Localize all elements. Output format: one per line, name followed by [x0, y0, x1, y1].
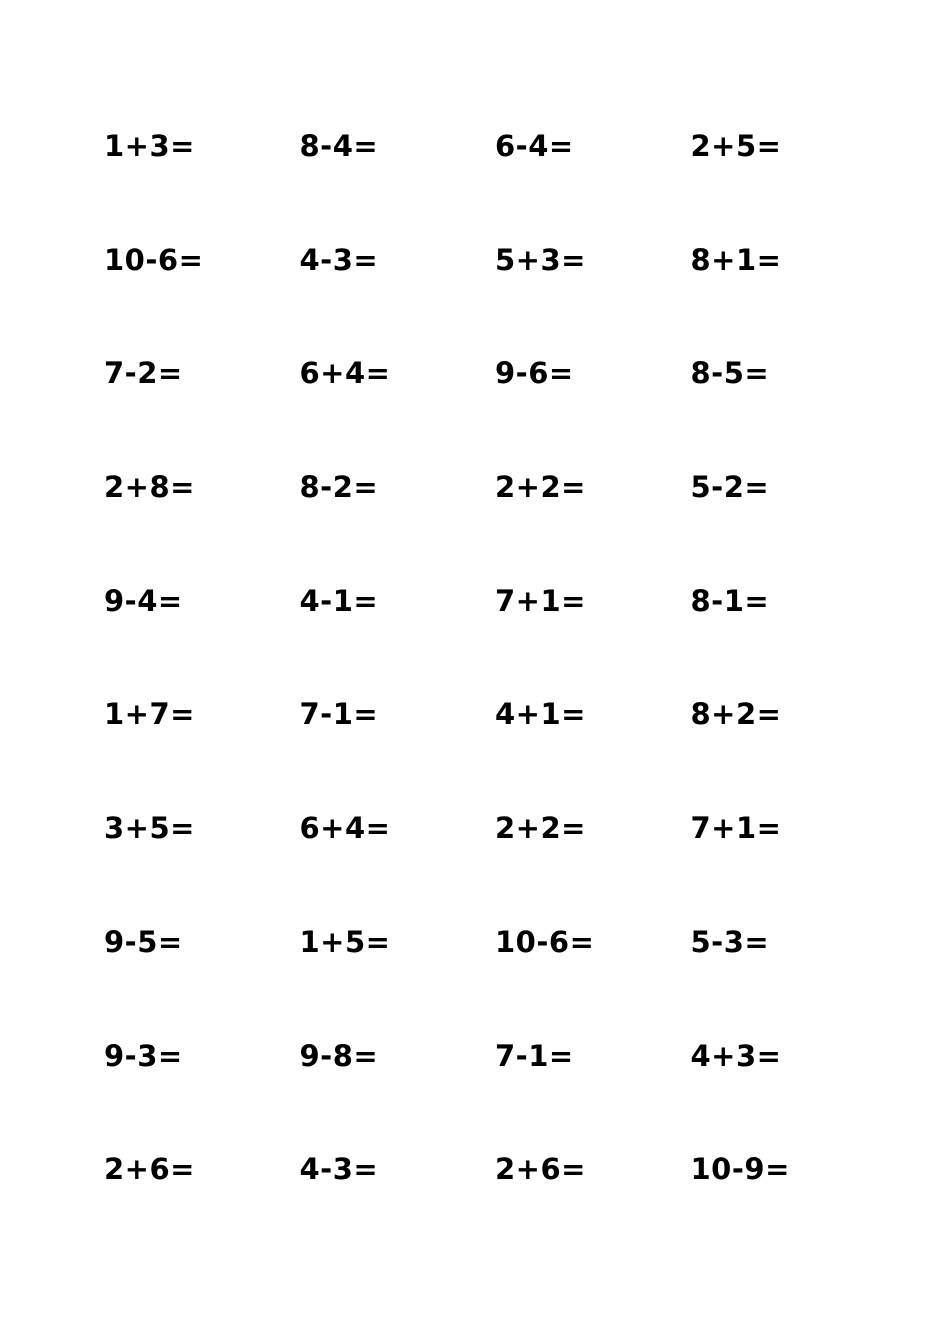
math-problem: 7-2= — [104, 356, 183, 391]
math-problem: 9-3= — [104, 1038, 183, 1073]
math-problem: 2+8= — [104, 470, 195, 505]
math-problem: 5+3= — [495, 242, 586, 277]
math-problem: 2+5= — [690, 129, 782, 163]
math-problem: 9-6= — [495, 356, 574, 391]
math-problem: 7+1= — [690, 811, 782, 846]
math-problem: 10-6= — [104, 242, 204, 277]
math-problem: 4+3= — [690, 1038, 782, 1073]
math-problem: 8+1= — [690, 242, 782, 277]
problem-row — [104, 242, 904, 356]
math-problem: 5-2= — [690, 470, 770, 505]
math-problem: 8-1= — [690, 583, 770, 618]
math-problem: 4+1= — [495, 697, 586, 732]
math-problem: 8+2= — [690, 697, 782, 732]
problem-row — [104, 355, 904, 469]
problem-row — [104, 1038, 904, 1152]
math-problem: 6+4= — [299, 811, 391, 846]
problem-row — [104, 810, 904, 924]
math-problem: 6-4= — [495, 129, 574, 163]
math-problem: 10-6= — [495, 924, 595, 959]
math-problem: 6+4= — [299, 356, 391, 391]
math-problem: 9-8= — [299, 1038, 379, 1073]
math-problem: 4-1= — [299, 583, 379, 618]
math-problem: 9-4= — [104, 583, 183, 618]
math-problem: 2+6= — [104, 1152, 195, 1187]
math-problem: 5-3= — [690, 924, 770, 959]
math-problem: 3+5= — [104, 811, 195, 846]
problem-row — [104, 696, 904, 810]
math-worksheet — [104, 128, 904, 1265]
problem-row — [104, 469, 904, 583]
math-problem: 4-3= — [299, 1152, 379, 1187]
math-problem: 9-5= — [104, 924, 183, 959]
math-problem: 7-1= — [299, 697, 379, 732]
math-problem: 1+3= — [104, 129, 195, 163]
math-problem: 7+1= — [495, 583, 586, 618]
math-problem: 2+6= — [495, 1152, 586, 1187]
math-problem: 1+7= — [104, 697, 195, 732]
math-problem: 8-4= — [299, 129, 379, 163]
problem-row — [104, 128, 904, 242]
math-problem: 2+2= — [495, 470, 586, 505]
math-problem: 1+5= — [299, 924, 391, 959]
problem-row — [104, 583, 904, 697]
math-problem: 8-2= — [299, 470, 379, 505]
math-problem: 10-9= — [690, 1152, 790, 1187]
problem-row — [104, 924, 904, 1038]
problem-row — [104, 1151, 904, 1265]
math-problem: 2+2= — [495, 811, 586, 846]
math-problem: 8-5= — [690, 356, 770, 391]
math-problem: 7-1= — [495, 1038, 574, 1073]
math-problem: 4-3= — [299, 242, 379, 277]
